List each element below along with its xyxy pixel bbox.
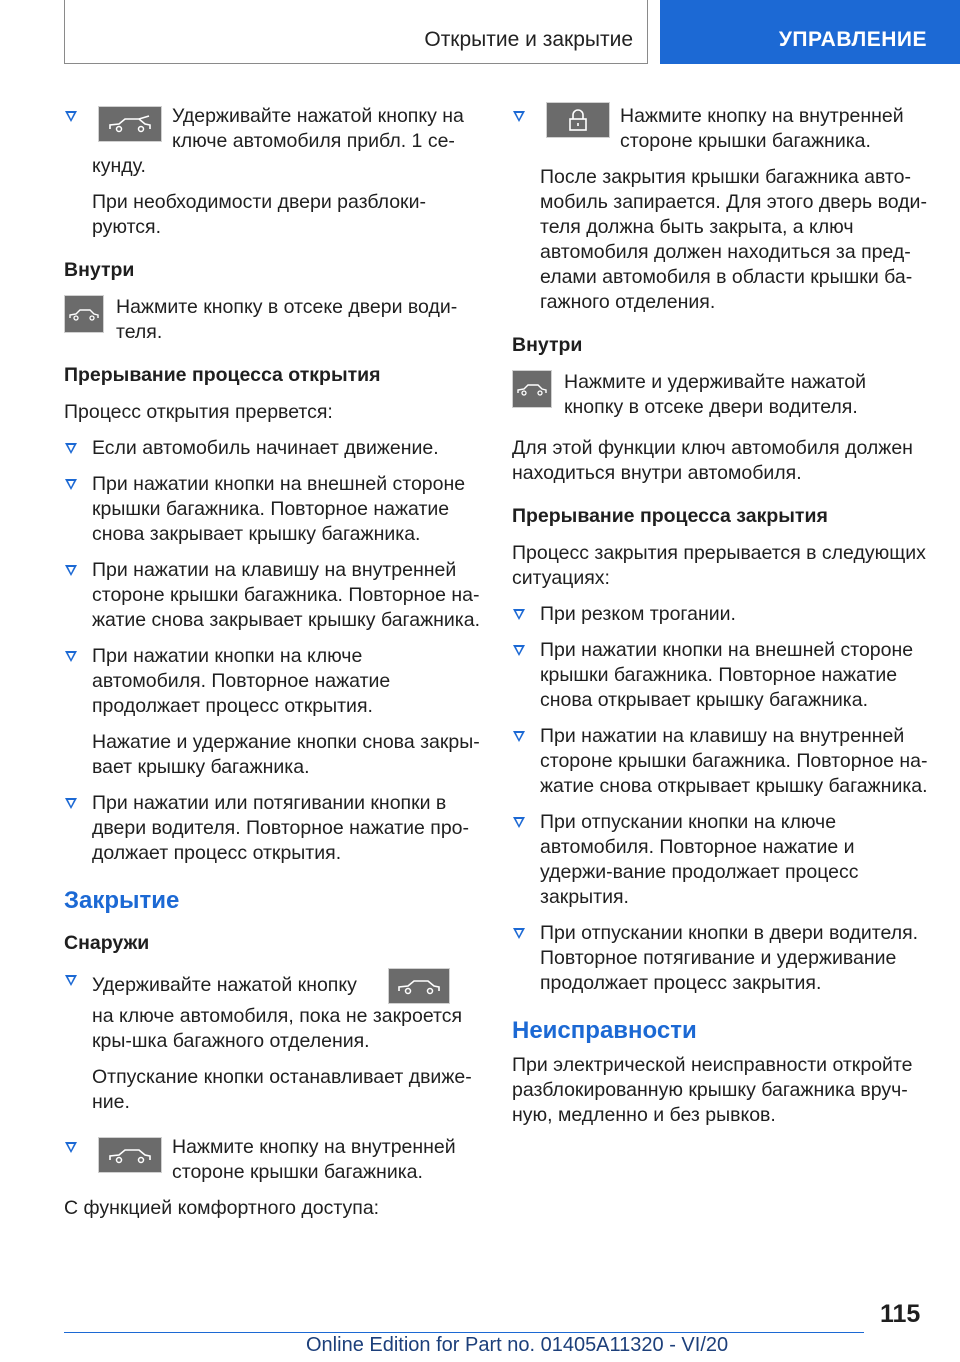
open-interrupt-heading: Прерывание процесса открытия xyxy=(64,364,381,386)
footer-divider xyxy=(64,1332,864,1333)
list-item: При нажатии или потягивании кнопки в двери водителя. Повторное нажатие про-должает процесс открытия. xyxy=(64,791,480,866)
close-inner-button-step xyxy=(64,1135,480,1185)
bullet-triangle-icon xyxy=(65,443,77,454)
list-item-note: Нажатие и удержание кнопки снова закры-вает крышку багажника. xyxy=(92,731,480,778)
close-key-text-post: на ключе автомобиля, пока не закроется кры-шка багажного отделения. xyxy=(92,1005,463,1052)
close-key-step xyxy=(64,968,480,1054)
comfort-access-intro: С функцией комфортного доступа: xyxy=(64,1197,380,1219)
close-inner-button-text: Нажмите кнопку на внутренней стороне крышки багажника. xyxy=(172,1136,456,1183)
list-item: При резком трогании. xyxy=(512,602,928,627)
inside-heading: Внутри xyxy=(64,259,135,281)
lock-button-step xyxy=(512,104,928,154)
close-release-note: Отпускание кнопки останавливает движе-ние. xyxy=(92,1066,472,1113)
closing-section-title: Закрытие xyxy=(64,887,180,914)
list-item: Если автомобиль начинает движение. xyxy=(64,436,480,461)
car-trunk-close-icon xyxy=(388,968,450,1004)
bullet-triangle-icon xyxy=(65,651,77,662)
list-item: При нажатии на клавишу на внутренней стороне крышки багажника. Повторное на-жатие снова открывает крышку багажника. xyxy=(512,724,928,799)
footer-edition: Online Edition for Part no. 01405A11320 - VI/20 xyxy=(306,1334,729,1356)
car-trunk-open-icon xyxy=(98,106,162,142)
inside-heading: Внутри xyxy=(512,334,583,356)
list-item: При нажатии кнопки на внешней стороне крышки багажника. Повторное нажатие снова открывает крышку багажника. xyxy=(512,638,928,713)
outside-heading: Снаружи xyxy=(64,932,150,954)
inside-open-step xyxy=(64,295,480,345)
open-unlock-note: При необходимости двери разблоки-руются. xyxy=(92,191,426,238)
open-trunk-key-step xyxy=(64,104,480,179)
open-trunk-key-text: Удерживайте нажатой кнопку на ключе автомобиля прибл. 1 се-кунду. xyxy=(92,105,464,177)
car-trunk-button-icon xyxy=(512,370,552,408)
bullet-triangle-icon xyxy=(65,975,77,986)
close-interrupt-intro: Процесс закрытия прерывается в следующих ситуациях: xyxy=(512,542,926,589)
lock-icon xyxy=(546,102,610,138)
bullet-triangle-icon xyxy=(65,1142,77,1153)
bullet-triangle-icon xyxy=(65,111,77,122)
close-key-text-pre: Удерживайте нажатой кнопку xyxy=(92,974,357,997)
bullet-triangle-icon xyxy=(513,731,525,742)
bullet-triangle-icon xyxy=(513,609,525,620)
bullet-triangle-icon xyxy=(513,817,525,828)
inside-close-text: Нажмите и удерживайте нажатой кнопку в отсеке двери водителя. xyxy=(564,371,867,418)
bullet-triangle-icon xyxy=(513,645,525,656)
bullet-triangle-icon xyxy=(65,798,77,809)
lock-note: После закрытия крышки багажника авто-мобиль запирается. Для этого дверь води-теля должна быть закрыта, а ключ автомобиля должен находиться за пред-елами автомобиля в области крышки ба-гажного отделения. xyxy=(540,166,927,313)
bullet-triangle-icon xyxy=(65,479,77,490)
car-trunk-inner-icon xyxy=(98,1137,162,1173)
bullet-triangle-icon xyxy=(65,565,77,576)
lock-button-text: Нажмите кнопку на внутренней стороне крышки багажника. xyxy=(620,105,904,152)
header-chapter-title: УПРАВЛЕНИЕ xyxy=(778,28,927,51)
list-item: При нажатии кнопки на внешней стороне крышки багажника. Повторное нажатие снова закрывает крышку багажника. xyxy=(64,472,480,547)
faults-section-title: Неисправности xyxy=(512,1017,697,1044)
list-item: При нажатии на клавишу на внутренней стороне крышки багажника. Повторное на-жатие снова закрывает крышку багажника. xyxy=(64,558,480,633)
close-interrupt-heading: Прерывание процесса закрытия xyxy=(512,505,828,527)
inside-close-step xyxy=(512,370,928,420)
list-item: При отпускании кнопки на ключе автомобиля. Повторное нажатие и удержи-вание продолжает процесс закрытия. xyxy=(512,810,928,910)
inside-open-text: Нажмите кнопку в отсеке двери води-теля. xyxy=(116,296,458,343)
header-section-title: Открытие и закрытие xyxy=(424,28,633,51)
faults-text: При электрической неисправности откройте разблокированную крышку багажника вруч-ную, медленно и без рывков. xyxy=(512,1054,913,1126)
left-column xyxy=(64,104,480,1232)
bullet-triangle-icon xyxy=(513,111,525,122)
page-number: 115 xyxy=(880,1300,921,1328)
list-item: При нажатии кнопки на ключе автомобиля. Повторное нажатие продолжает процесс открытия. xyxy=(64,644,480,719)
header-chapter-box xyxy=(660,0,960,64)
bullet-triangle-icon xyxy=(513,928,525,939)
right-column xyxy=(512,104,928,1139)
key-location-note: Для этой функции ключ автомобиля должен находиться внутри автомобиля. xyxy=(512,437,913,484)
open-interrupt-intro: Процесс открытия прервется: xyxy=(64,401,333,423)
header-section-box xyxy=(64,0,648,64)
list-item: При отпускании кнопки в двери водителя. Повторное потягивание и удерживание продолжает процесс закрытия. xyxy=(512,921,928,996)
car-trunk-button-icon xyxy=(64,295,104,333)
